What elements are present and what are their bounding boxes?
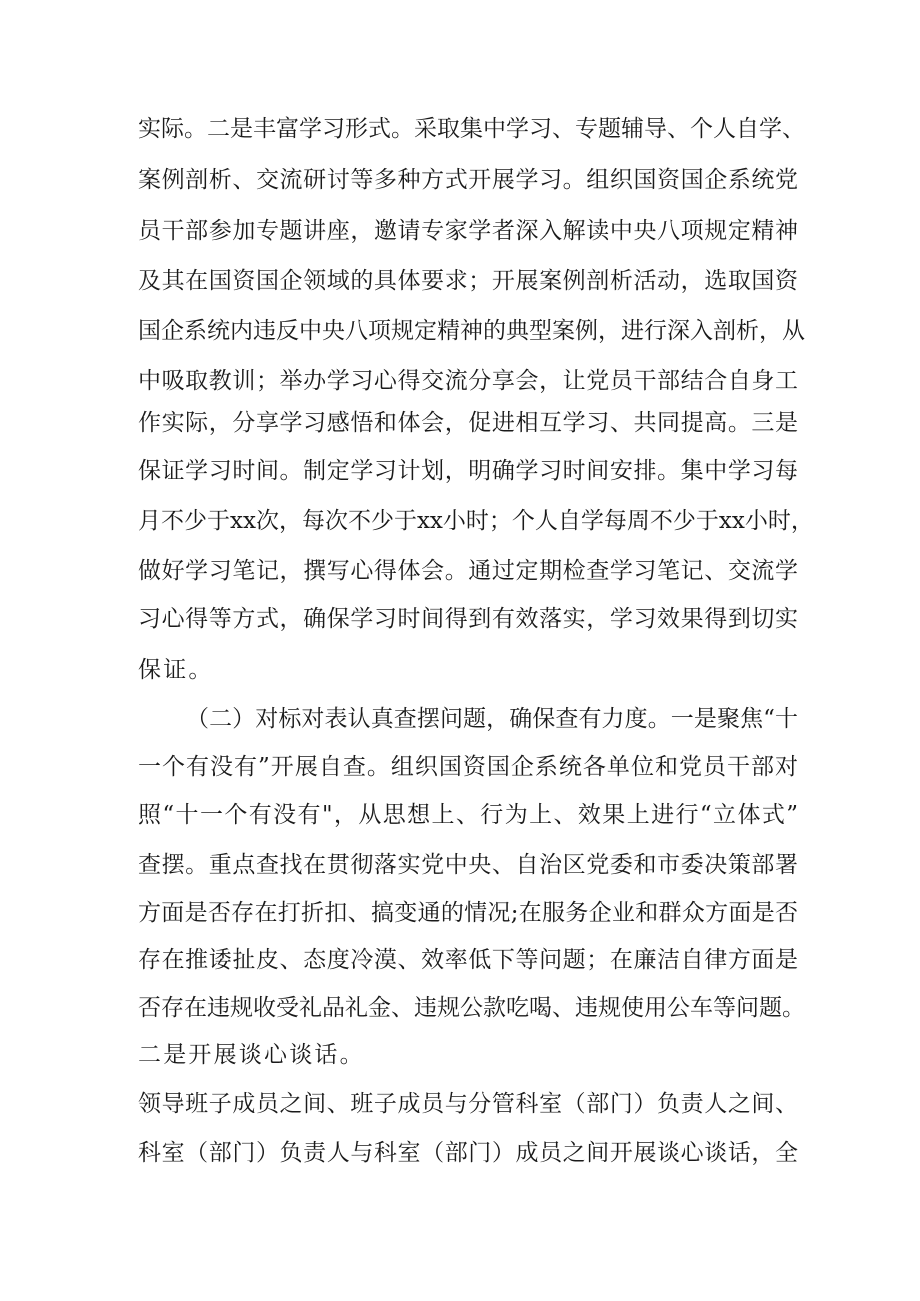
text-line: 照“十一个有没有"，从思想上、行为上、效果上进行“立体式” <box>138 802 798 828</box>
text-line: 二是开展谈心谈话。 <box>138 1042 365 1068</box>
text-line: 做好学习笔记，撰写心得体会。通过定期检查学习笔记、交流学 <box>138 558 798 584</box>
text-line: 中吸取教训；举办学习心得交流分享会，让党员干部结合自身工 <box>138 368 798 394</box>
text-line: 实际。二是丰富学习形式。采取集中学习、专题辅导、个人自学、 <box>138 116 805 142</box>
text-line: 月不少于xx次，每次不少于xx小时；个人自学每周不少于xx小时， <box>138 508 814 534</box>
text-line: 及其在国资国企领域的具体要求；开展案例剖析活动，选取国资 <box>138 268 798 294</box>
section-heading-line: （二）对标对表认真查摆问题，确保查有力度。一是聚焦“十 <box>186 706 798 732</box>
text-line: 存在推诿扯皮、态度冷漠、效率低下等问题；在廉洁自律方面是 <box>138 947 798 973</box>
text-line: 科室（部门）负责人与科室（部门）成员之间开展谈心谈话，全 <box>138 1140 798 1166</box>
text-line: 员干部参加专题讲座，邀请专家学者深入解读中央八项规定精神 <box>138 218 798 244</box>
text-line: 一个有没有”开展自查。组织国资国企系统各单位和党员干部对 <box>138 754 798 780</box>
text-line: 国企系统内违反中央八项规定精神的典型案例，进行深入剖析，从 <box>138 318 805 344</box>
text-line: 领导班子成员之间、班子成员与分管科室（部门）负责人之间、 <box>138 1091 798 1117</box>
text-line: 保证学习时间。制定学习计划，明确学习时间安排。集中学习每 <box>138 458 798 484</box>
text-line: 方面是否存在打折扣、搞变通的情况;在服务企业和群众方面是否 <box>138 900 798 926</box>
text-line: 作实际，分享学习感悟和体会，促进相互学习、共同提高。三是 <box>138 410 798 436</box>
text-line: 习心得等方式，确保学习时间得到有效落实，学习效果得到切实 <box>138 606 798 632</box>
text-line: 否存在违规收受礼品礼金、违规公款吃喝、违规使用公车等问题。 <box>138 995 805 1021</box>
text-line: 保证。 <box>138 657 214 683</box>
text-line: 案例剖析、交流研讨等多种方式开展学习。组织国资国企系统党 <box>138 167 798 193</box>
text-line: 查摆。重点查找在贯彻落实党中央、自治区党委和市委决策部署 <box>138 852 798 878</box>
